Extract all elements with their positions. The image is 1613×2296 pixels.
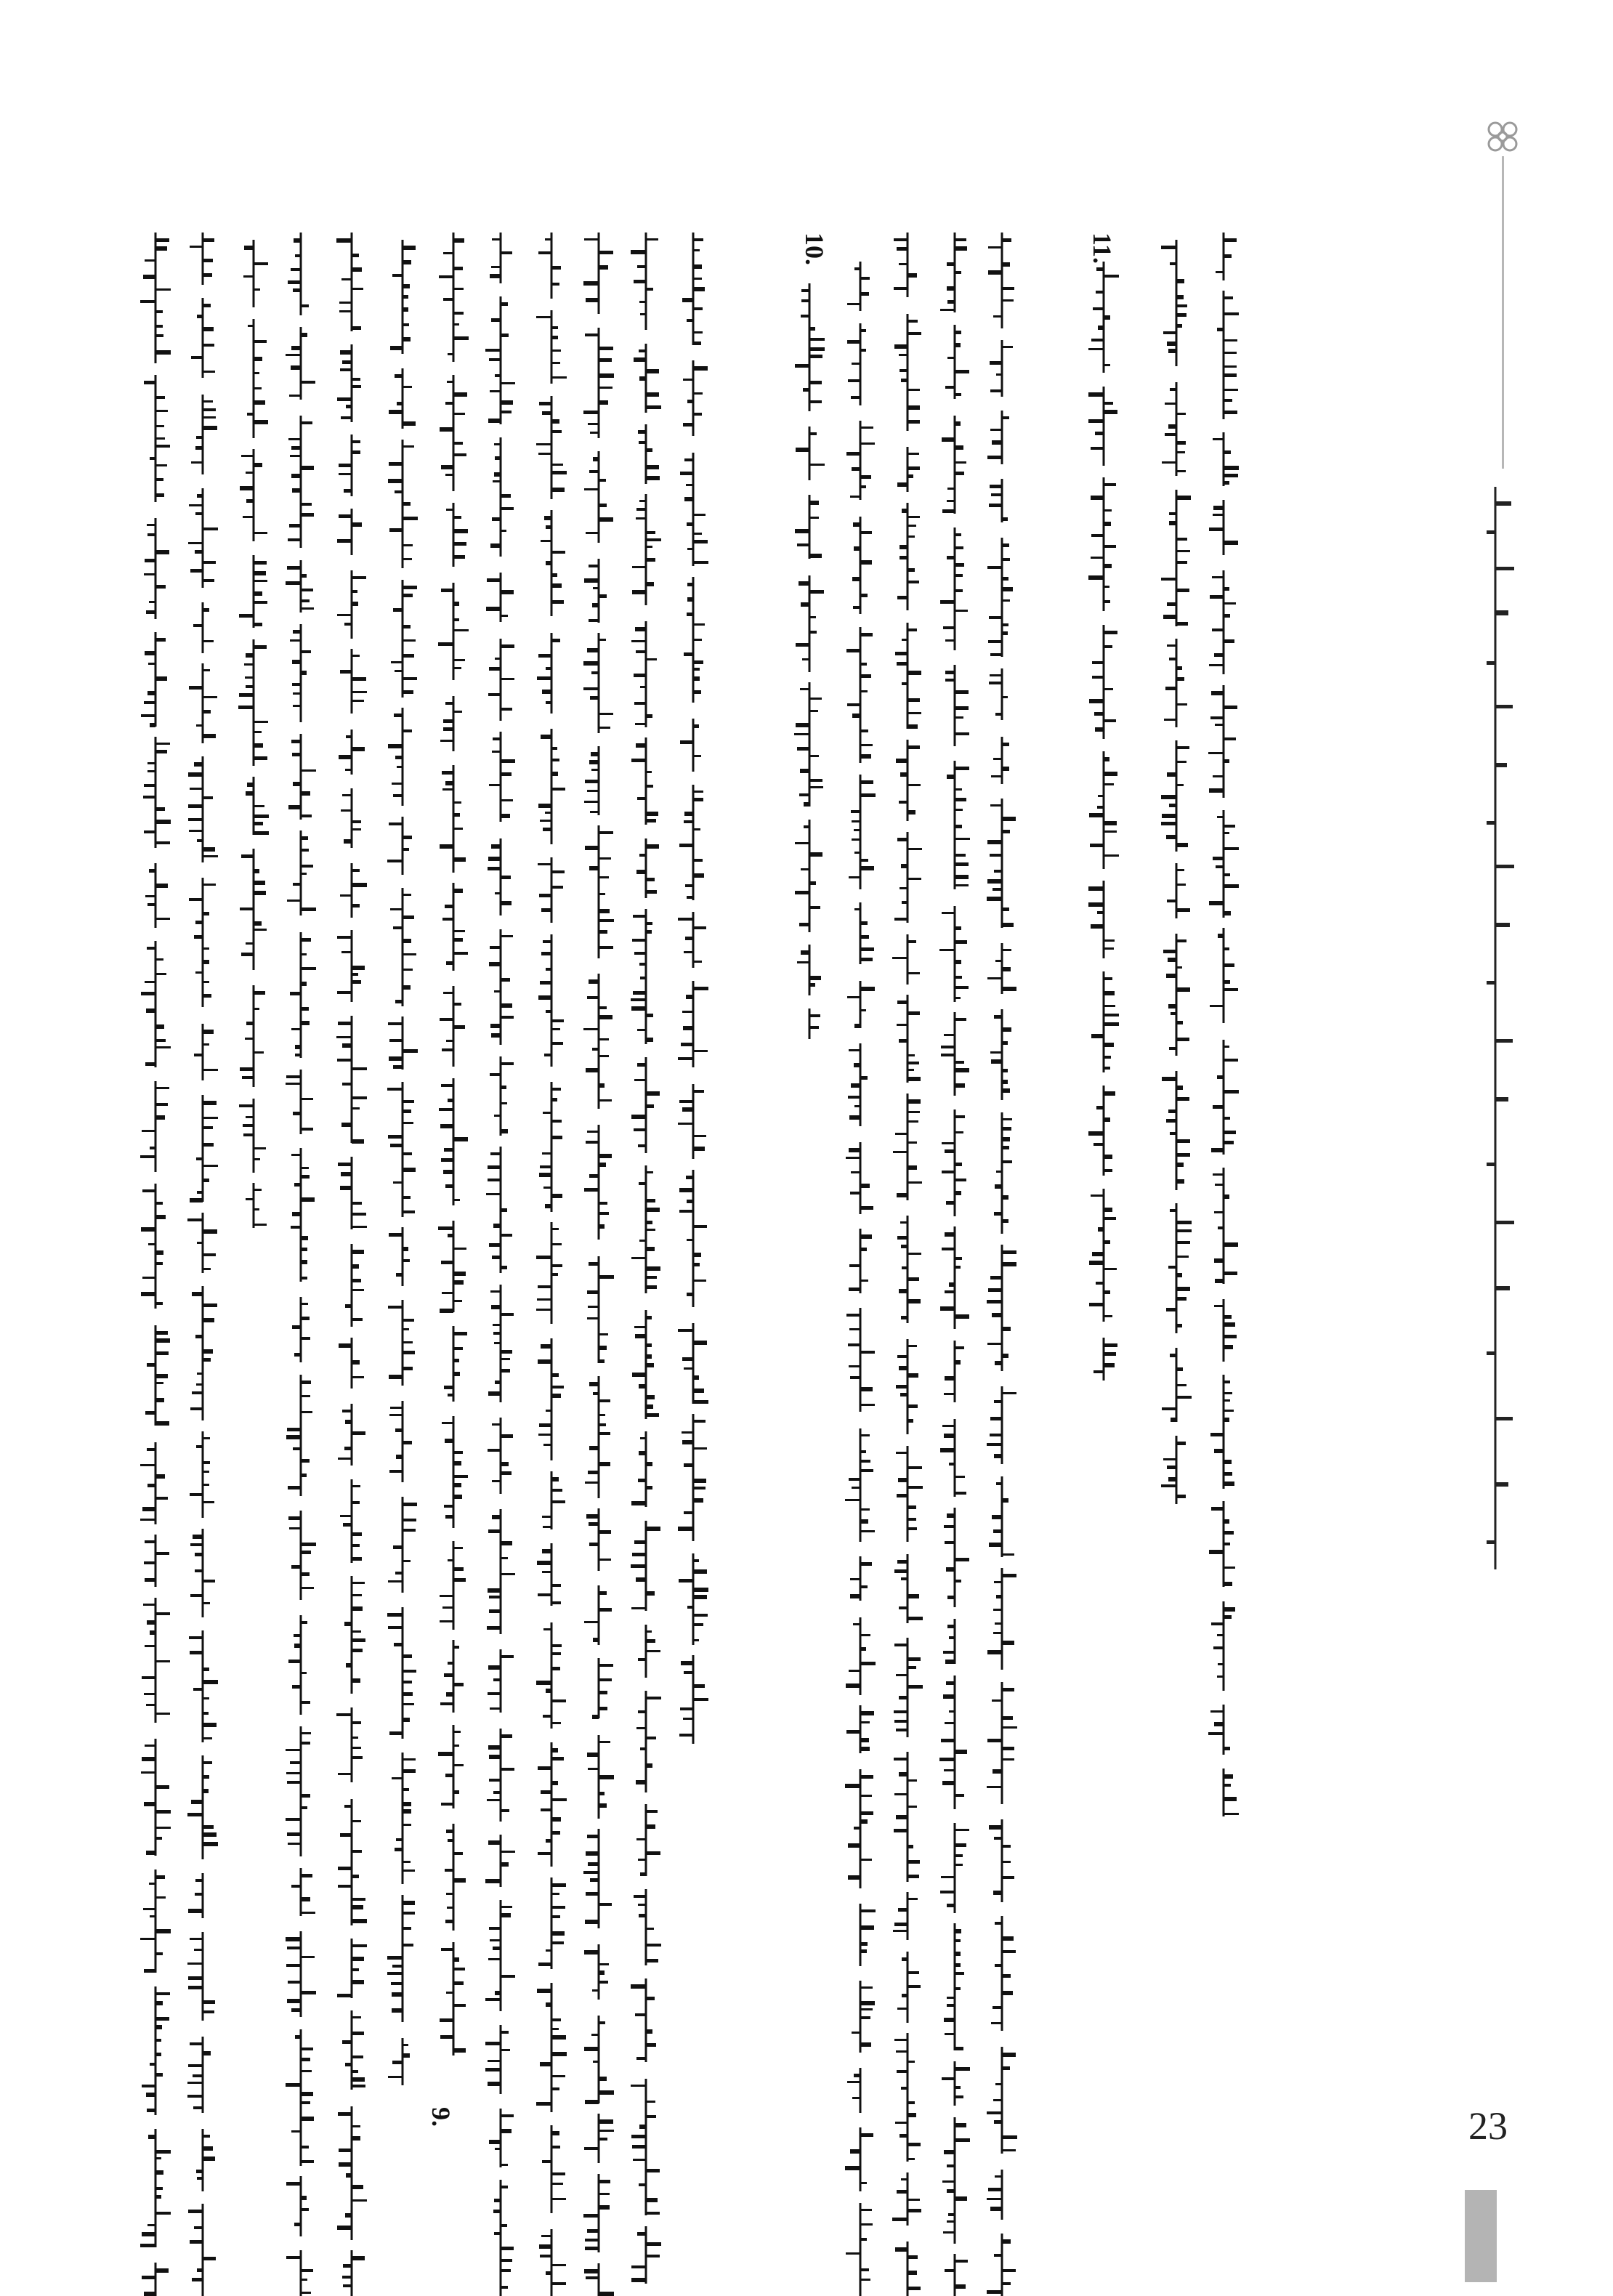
text-column bbox=[436, 233, 469, 2063]
page-number: 23 bbox=[1468, 2104, 1508, 2148]
text-column bbox=[334, 233, 368, 2296]
question-number: 10. bbox=[800, 233, 829, 265]
script-strokes bbox=[236, 240, 270, 1228]
script-strokes bbox=[185, 233, 219, 2296]
text-column bbox=[236, 240, 270, 1228]
script-strokes bbox=[138, 233, 171, 2296]
script-strokes bbox=[792, 283, 825, 1039]
question-number: 11. bbox=[1088, 233, 1117, 264]
script-strokes bbox=[676, 233, 709, 1744]
script-strokes bbox=[1086, 262, 1120, 1381]
text-column bbox=[890, 233, 923, 2296]
script-strokes bbox=[1206, 233, 1240, 1816]
text-column bbox=[1206, 233, 1240, 1816]
script-strokes bbox=[483, 233, 517, 2296]
text-column bbox=[676, 233, 709, 1744]
text-column bbox=[1159, 240, 1192, 1504]
text-column bbox=[843, 262, 876, 2296]
side-tab bbox=[1465, 2190, 1497, 2282]
script-strokes bbox=[890, 233, 923, 2296]
question-number: 9. bbox=[427, 2107, 456, 2127]
script-strokes bbox=[334, 233, 368, 2296]
text-column bbox=[792, 283, 825, 1039]
script-strokes bbox=[385, 240, 419, 2085]
text-column bbox=[628, 233, 662, 2296]
script-strokes bbox=[937, 233, 971, 2296]
text-column bbox=[985, 233, 1018, 2296]
text-column bbox=[1086, 262, 1120, 1381]
script-strokes bbox=[985, 233, 1018, 2296]
header-rule bbox=[1502, 156, 1504, 469]
text-column bbox=[534, 233, 567, 2296]
ornament-knot-icon bbox=[1481, 115, 1524, 158]
text-column bbox=[581, 233, 615, 2296]
text-column bbox=[185, 233, 219, 2296]
script-strokes bbox=[283, 233, 317, 2296]
running-header bbox=[1482, 487, 1526, 1569]
script-strokes bbox=[436, 233, 469, 2063]
text-column bbox=[385, 240, 419, 2085]
script-strokes bbox=[628, 233, 662, 2296]
script-strokes bbox=[1159, 240, 1192, 1504]
script-strokes bbox=[581, 233, 615, 2296]
script-strokes bbox=[534, 233, 567, 2296]
script-strokes bbox=[843, 262, 876, 2296]
text-column bbox=[483, 233, 517, 2296]
text-column bbox=[283, 233, 317, 2296]
text-column bbox=[138, 233, 171, 2296]
text-column bbox=[937, 233, 971, 2296]
